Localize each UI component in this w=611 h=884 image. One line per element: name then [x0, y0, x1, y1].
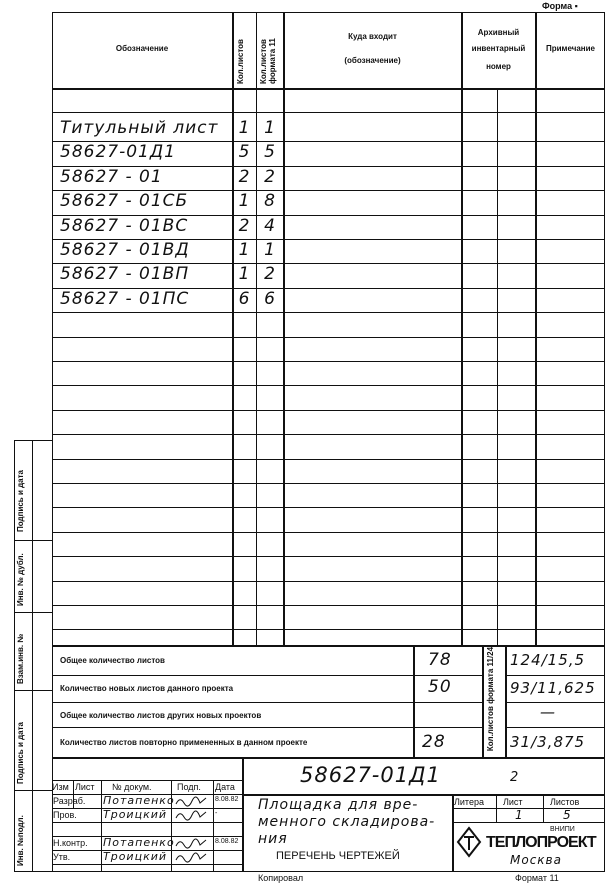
- row-designation: 58627-01Д1: [60, 142, 176, 162]
- row-count-format: 2: [264, 167, 276, 187]
- tb-rev-mark: 2: [510, 770, 520, 785]
- footer-format: Формат 11: [515, 873, 559, 883]
- tb-title-3: ния: [258, 831, 288, 847]
- row-count: 1: [238, 240, 251, 260]
- row-count-format: 1: [264, 240, 276, 260]
- reused-sheets-label: Количество листов повторно примененных в данном проекте: [60, 738, 308, 747]
- footer-copied: Копировал: [258, 873, 304, 883]
- new-sheets-value: 50: [428, 677, 452, 697]
- tb-role-name: Потапенко: [103, 794, 175, 807]
- tb-role-name: Потапенко: [103, 836, 175, 849]
- header-sheet-count-format: Кол.листов формата 11: [259, 38, 277, 84]
- row-count-format: 6: [264, 289, 276, 309]
- format-other: —: [540, 703, 556, 721]
- side-label-dup-inv: Инв. № дубл.: [16, 553, 25, 606]
- tb-role: Н.контр.: [53, 838, 88, 848]
- tb-role: Пров.: [53, 810, 77, 820]
- row-count-format: 5: [264, 142, 276, 162]
- other-sheets-label: Общее количество листов других новых проектов: [60, 711, 262, 720]
- row-designation: Титульный лист: [60, 118, 219, 138]
- header-archive-1: Архивный: [477, 28, 520, 37]
- header-archive-3: номер: [486, 62, 511, 71]
- signature-icon: [174, 851, 208, 864]
- tb-sheets-value: 5: [563, 808, 572, 822]
- side-label-sign-date-2: Подпись и дата: [16, 722, 25, 784]
- row-count: 1: [238, 264, 251, 284]
- tb-org-small: ВНИПИ: [550, 826, 575, 833]
- row-designation: 58627 - 01ВС: [60, 216, 189, 236]
- tb-col-izm: Изм: [52, 782, 69, 792]
- tb-col-date: Дата: [215, 782, 235, 792]
- new-sheets-label: Количество новых листов данного проекта: [60, 684, 234, 693]
- side-label-sign-date: Подпись и дата: [16, 470, 25, 532]
- tb-role-date: 8.08.82: [215, 838, 239, 845]
- form-label: Форма ▪: [542, 1, 578, 11]
- signature-icon: [174, 795, 208, 808]
- header-sheet-count: Кол.листов: [236, 39, 245, 84]
- row-count-format: 8: [264, 191, 276, 211]
- tb-role-date: -: [215, 810, 218, 817]
- row-designation: 58627 - 01СБ: [60, 191, 189, 211]
- row-count: 6: [238, 289, 251, 309]
- header-designation: Обозначение: [115, 44, 169, 53]
- row-designation: 58627 - 01ПС: [60, 289, 190, 309]
- header-archive-2: инвентарный: [471, 44, 526, 53]
- total-sheets-value: 78: [428, 650, 452, 670]
- row-designation: 58627 - 01ВП: [60, 264, 190, 284]
- header-where-used-sub: (обозначение): [344, 56, 401, 65]
- tb-title-sub: ПЕРЕЧЕНЬ ЧЕРТЕЖЕЙ: [276, 850, 400, 862]
- tb-role: Разраб.: [53, 796, 86, 806]
- tb-title-1: Площадка для вре-: [258, 797, 419, 813]
- tb-sheet-value: 1: [515, 808, 524, 822]
- teploproekt-logo-icon: [456, 826, 482, 858]
- tb-col-doc: № докум.: [112, 782, 152, 792]
- row-designation: 58627 - 01: [60, 167, 163, 187]
- tb-doc-code: 58627-01Д1: [300, 763, 441, 787]
- row-designation: 58627 - 01ВД: [60, 240, 190, 260]
- row-count-format: 2: [264, 264, 276, 284]
- format-count-label: Кол.листов формата 11/24: [486, 646, 495, 752]
- format-total: 124/15,5: [510, 651, 586, 669]
- tb-litera: Литера: [454, 797, 484, 807]
- header-note: Примечание: [545, 44, 595, 53]
- side-label-replace-inv: Взам.инв. №: [16, 633, 25, 684]
- tb-sheets-label: Листов: [550, 797, 580, 807]
- row-count: 1: [238, 118, 251, 138]
- tb-sheet-label: Лист: [503, 797, 523, 807]
- total-sheets-label: Общее количество листов: [60, 656, 165, 665]
- side-label-orig-inv: Инв. №подл.: [16, 815, 25, 866]
- format-new: 93/11,625: [510, 679, 596, 697]
- row-count: 2: [238, 167, 251, 187]
- row-count-format: 4: [264, 216, 276, 236]
- tb-role: Утв.: [53, 852, 71, 862]
- row-count-format: 1: [264, 118, 276, 138]
- header-where-used: Куда входит: [348, 32, 397, 41]
- tb-role-name: Троицкий: [103, 808, 168, 821]
- tb-role-name: Троицкий: [103, 850, 168, 863]
- format-reused: 31/3,875: [510, 733, 586, 751]
- tb-col-list: Лист: [75, 782, 95, 792]
- signature-icon: [174, 809, 208, 822]
- tb-col-sign: Подп.: [177, 782, 201, 792]
- row-count: 5: [238, 142, 251, 162]
- row-count: 1: [238, 191, 251, 211]
- tb-city: Москва: [510, 853, 562, 867]
- tb-org: ТЕПЛОПРОЕКТ: [486, 834, 596, 851]
- reused-sheets-value: 28: [422, 732, 446, 752]
- tb-role-date: 8.08.82: [215, 796, 239, 803]
- tb-title-2: менного складирова-: [258, 814, 436, 830]
- row-count: 2: [238, 216, 251, 236]
- signature-icon: [174, 837, 208, 850]
